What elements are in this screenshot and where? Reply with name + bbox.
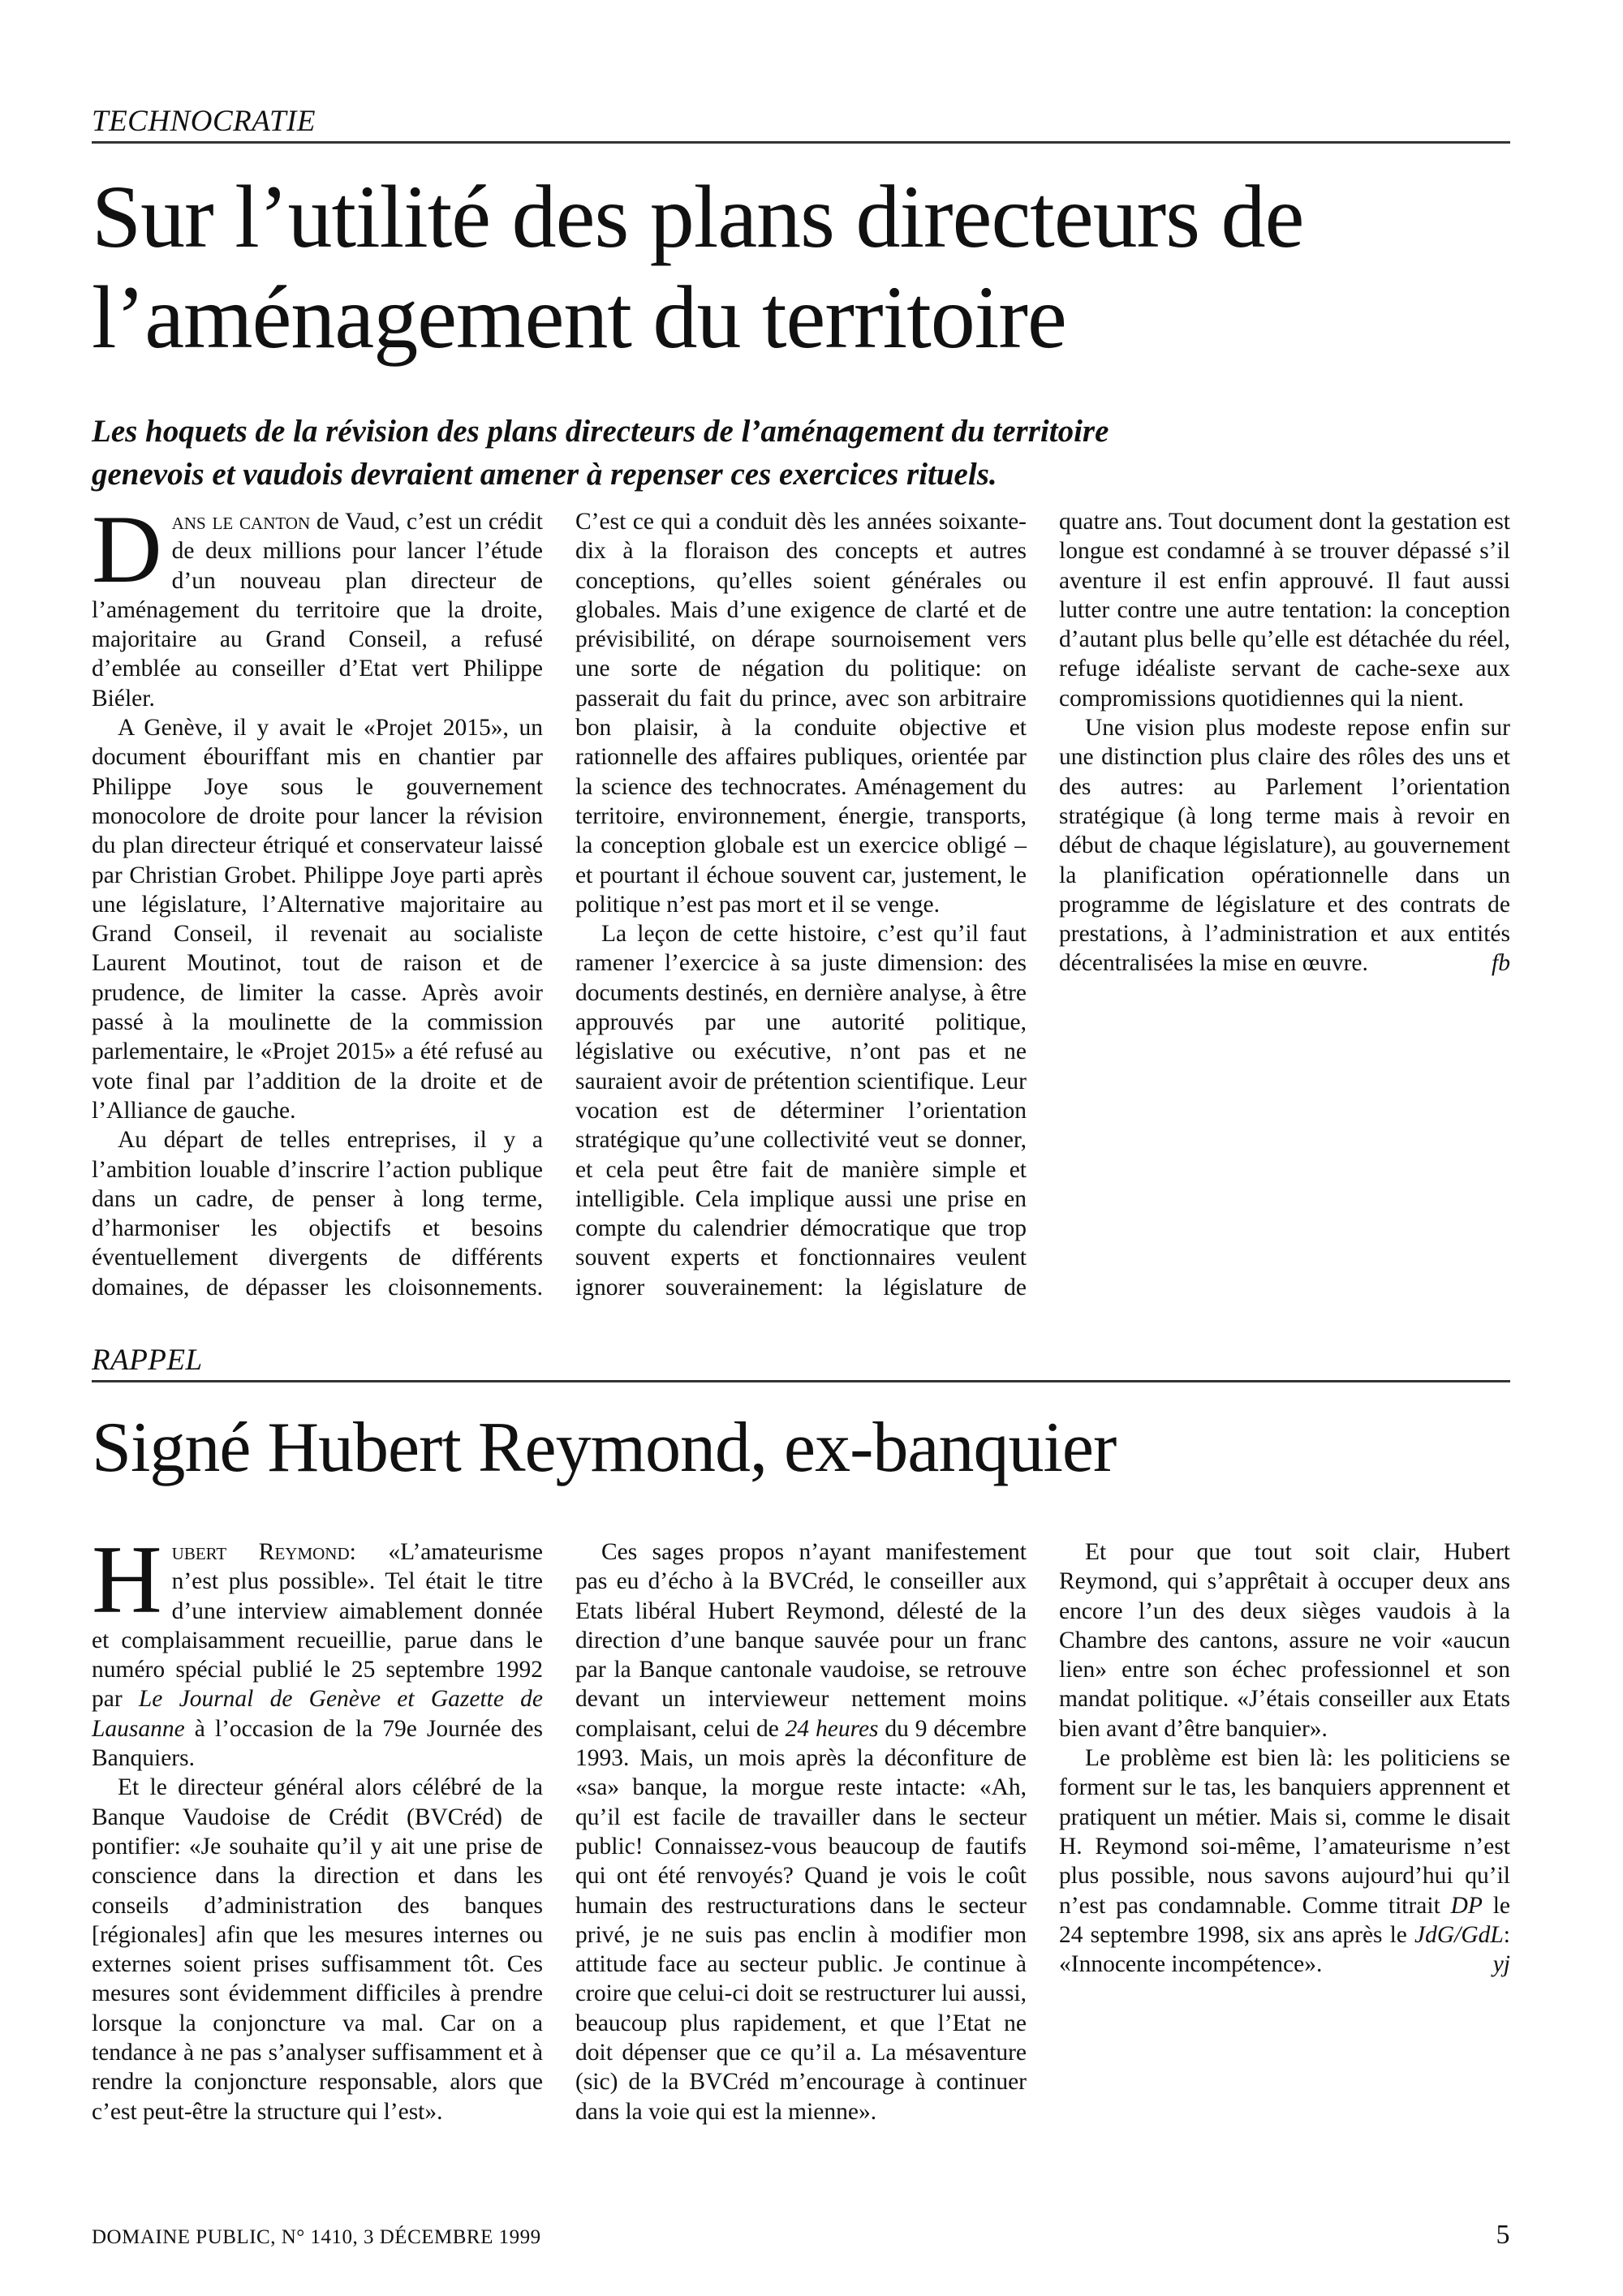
dropcap: D [92, 495, 162, 603]
headline-line-1: Sur l’utilité des plans directeurs de [92, 167, 1304, 266]
paragraph [1059, 713, 1510, 978]
paragraph-text: Le problème est bien là: les politiciens se forment sur le tas, les banquiers apprennent et pratiquent un métier. Mais si, comme le disait H. Reymond soi-même, l’amateurisme n’est plus possible, nous savons aujourd’hui qu’il n’est pas condamnable. Comme titrait [1059, 1745, 1510, 1919]
publication-name: Le Journal de Genève et Gazette de Lausanne [92, 1686, 543, 1742]
lead-in: ubert Reymond [171, 1539, 350, 1565]
lead-line-1: Les hoquets de la révision des plans directeurs de l’aménagement du territoire [92, 414, 1109, 449]
rubric-rappel: RAPPEL [92, 1343, 1510, 1382]
paragraph-text: Ces sages propos n’ayant manifestement pas eu d’écho à la BVCréd, le conseiller aux Etats libéral Hubert Reymond, délesté de la direction d’une banque sauvée pour un franc par la Banque cantonale vaudoise, se retrouve devant un intervieweur nettement moins complaisant, celui de [575, 1539, 1027, 1742]
author-signature: yj [1492, 1951, 1510, 1978]
publication-name: JdG/GdL [1414, 1921, 1504, 1948]
paragraph-text: du 9 décembre 1993. Mais, un mois après la déconfiture de «sa» banque, la morgue reste intacte: «Ah, qu’il est facile de travailler dans le secteur public! Connaissez-vous beaucoup de fautifs qui ont été renvoyés? Quand je vois le coût humain des restructurations dans le secteur privé, je ne suis pas enclin à modifier mon attitude face au secteur public. Je continue à croire que celui-ci doit se restructurer lui aussi, beaucoup plus rapidement, et que l’Etat ne doit dépenser que ce qu’il a. La mésaventure (sic) de la BVCréd m’encourage à continuer dans la voie qui est la mienne». [575, 1715, 1027, 2125]
paragraph-text: de Vaud, c’est un crédit de deux millions pour lancer l’étude d’un nouveau plan directeur de l’aménagement du territoire que la droite, majoritaire au Grand Conseil, a refusé d’emblée au conseiller d’Etat vert Philippe Biéler. [92, 509, 543, 712]
paragraph-text: : «L’amateurisme n’est plus possible». Tel était le titre d’une interview aimablement donnée et complaisamment recueillie, parue dans le numéro spécial publié le 25 septembre 1992 par [92, 1539, 543, 1713]
headline-article-2: Signé Hubert Reymond, ex-banquier [92, 1408, 1117, 1487]
rubric-technocratie: TECHNOCRATIE [92, 104, 1510, 144]
paragraph [1059, 1743, 1510, 1979]
lead-line-2: genevois et vaudois devraient amener à repenser ces exercices rituels. [92, 457, 997, 492]
publication-name: DP [1450, 1892, 1483, 1919]
paragraph: A Genève, il y avait le «Projet 2015», un document ébouriffant mis en chantier par Philippe Joye sous le gouvernement monocolore de droite pour lancer la révision du plan directeur étriqué et conservateur laissé par Christian Grobet. Philippe Joye parti après une législature, l’Alternative majoritaire au Grand Conseil, il revenait au socialiste Laurent Moutinot, tout de raison et de prudence, de limiter la casse. Après avoir passé à la moulinette de la commission parlementaire, le «Projet 2015» a été refusé au vote final par l’addition de la droite et de l’Alliance de gauche. [92, 715, 543, 1124]
publication-info: DOMAINE PUBLIC, N° 1410, 3 DÉCEMBRE 1999 [92, 2226, 541, 2248]
paragraph-text: le 24 septembre 1998, six ans après le [1059, 1892, 1510, 1948]
page-number: 5 [1496, 2220, 1510, 2250]
publication-name: 24 heures [785, 1715, 879, 1742]
author-signature: fb [1492, 950, 1510, 977]
lead-article-1 [92, 410, 1358, 496]
paragraph-text: Une vision plus modeste repose enfin sur une distinction plus claire des rôles des uns et des autres: au Parlement l’orientation stratégique (à long terme mais à revoir en début de chaque législature), au gouvernement la planification opérationnelle dans un programme de législature et des contrats de prestations, à l’administration et aux entités décentralisées la mise en œuvre. [1059, 715, 1510, 977]
paragraph [92, 1525, 543, 1773]
paragraph: Et pour que tout soit clair, Hubert Reymond, qui s’apprêtait à occuper deux ans encore l’un des deux sièges vaudois à la Chambre des cantons, assure ne voir «aucun lien» entre son échec professionnel et son mandat politique. «J’étais conseiller aux Etats bien avant d’être banquier». [1059, 1539, 1510, 1742]
article-2-body [92, 1525, 1510, 2178]
paragraph: La leçon de cette histoire, c’est qu’il faut ramener l’exercice à sa juste dimension: des documents destinés, en dernière analyse, à être approuvés par une autorité politique, législative ou exécutive, n’ont pas et ne sauraient avoir de prétention scientifique. Leur vocation est de déterminer l’orientation stratégique qu’une collectivité veut se donner, et cela peut être fait de manière simple et intelligible. Cela implique aussi une prise en compte du calendrier démocratique que trop souvent experts et fonctionnaires veulent ignorer souverainement: la législature de quatre ans. Tout document dont la gestation est longue est condamné à se trouver dépassé s’il aventure il est enfin approuvé. Il faut aussi lutter contre une autre tentation: la conception d’autant plus belle qu’elle est détachée du réel, refuge idéaliste servant de cache-sexe aux compromissions quotidiennes qui la nient. [575, 509, 1510, 1301]
lead-in: ans le canton [171, 509, 311, 535]
paragraph-text: à l’occasion de la 79e Journée des Banquiers. [92, 1715, 543, 1772]
paragraph-text: : «Innocente incompétence». [1059, 1921, 1510, 1978]
paragraph [575, 1537, 1027, 2126]
article-1-body [92, 495, 1510, 1322]
paragraph: Et le directeur général alors célébré de la Banque Vaudoise de Crédit (BVCréd) de pontifier: «Je souhaite qu’il y ait une prise de conscience dans la direction et dans les conseils d’administration des banques [régionales] afin que les mesures internes ou externes soient prises suffisamment tôt. Ces mesures sont évidemment difficiles à prendre lorsque la conjoncture va mal. Car on a tendance à ne pas s’analyser suffisamment et à rendre la conjoncture responsable, alors que c’est peut-être la structure qui l’est». [92, 1774, 543, 2125]
paragraph: Au départ de telles entreprises, il y a l’ambition louable d’inscrire l’action publique dans un cadre, de penser à long terme, d’harmoniser les objectifs et besoins éventuellement divergents de différents domaines, de dépasser les cloisonnements. C’est ce qui a conduit dès les années soixante-dix à la floraison des concepts et autres conceptions, qu’elles soient générales ou globales. Mais d’une exigence de clarté et de prévisibilité, on dérape sournoisement vers une sorte de négation du politique: on passerait du fait du prince, avec son arbitraire bon plaisir, à la conduite objective et rationnelle des affaires publiques, orientée par la science des technocrates. Aménagement du territoire, environnement, énergie, transports, la conception globale est un exercice obligé – et pourtant il échoue souvent car, justement, le politique n’est pas mort et il se venge. [92, 509, 1027, 1301]
page-footer [92, 2221, 1510, 2251]
dropcap: H [92, 1525, 162, 1633]
paragraph [92, 495, 543, 713]
headline-article-1 [92, 166, 1520, 368]
headline-line-2: l’aménagement du territoire [92, 268, 1066, 367]
